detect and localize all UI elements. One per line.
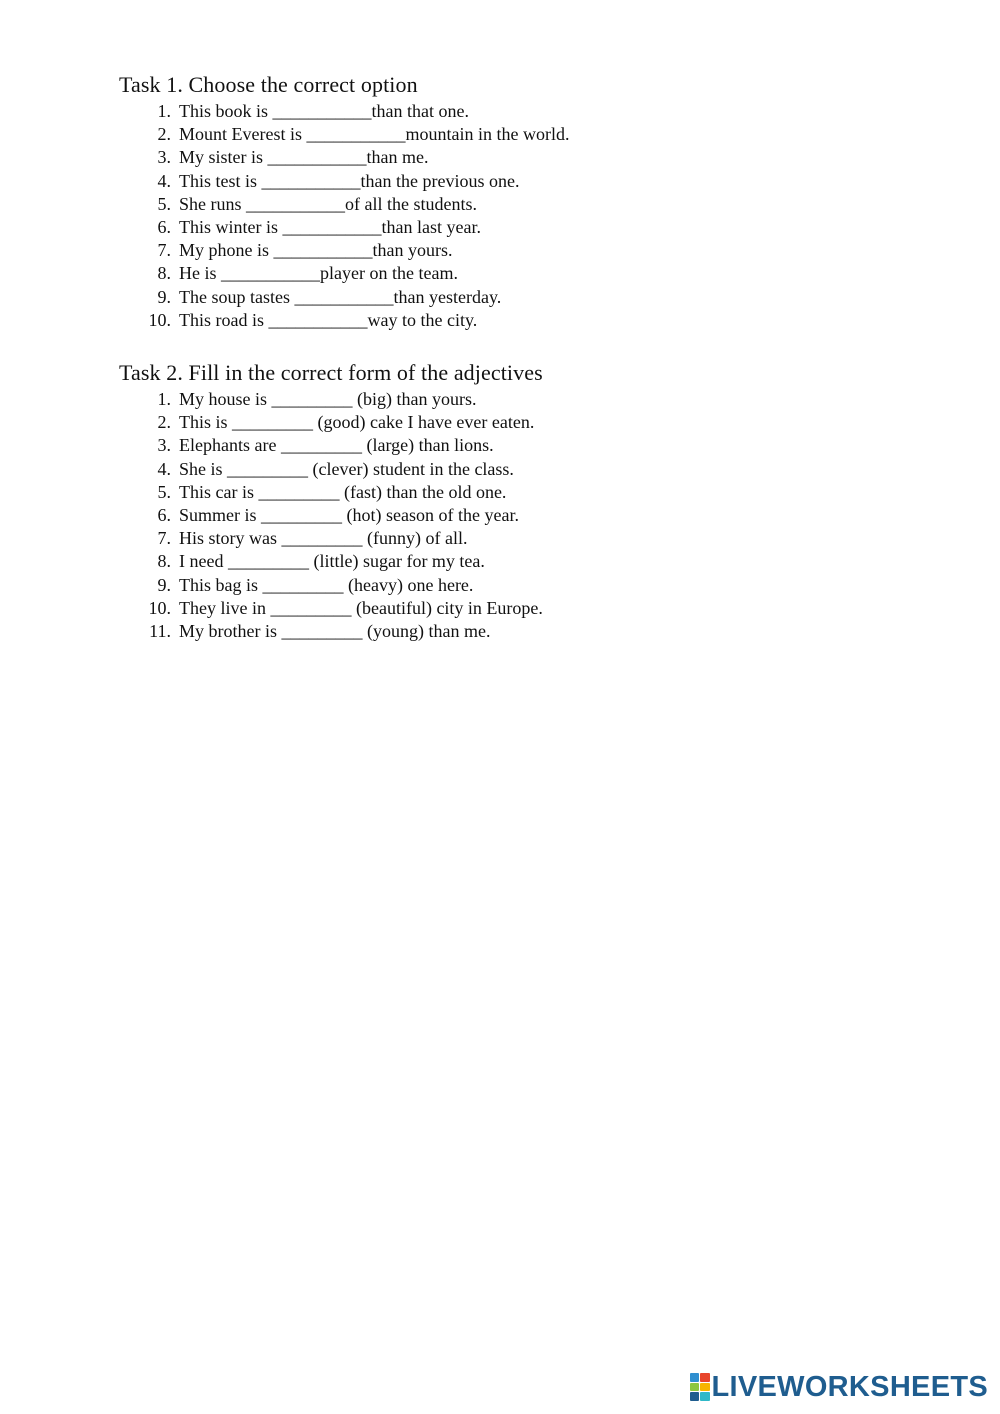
item-number: 10. [148,309,171,330]
item-number: 8. [157,551,171,572]
item-number: 8. [157,263,171,284]
item-text: This car is _________ (fast) than the old one. [179,481,507,502]
item-number: 3. [157,435,171,456]
item-number: 4. [157,170,171,191]
item-text: This book is ___________than that one. [179,101,469,121]
item-text: He is ___________player on the team. [179,263,458,284]
item-text: This bag is _________ (heavy) one here. [179,574,474,595]
logo-tile [700,1392,710,1401]
task-1-item [119,286,569,309]
logo-tile [690,1373,700,1382]
task-1-item [119,262,569,285]
item-number: 5. [157,481,171,502]
item-text: This winter is ___________than last year. [179,216,481,237]
logo-tile [690,1392,700,1401]
item-text: My phone is ___________than yours. [179,240,453,261]
task-1-title: Task 1. Choose the correct option [119,72,418,97]
item-number: 9. [157,286,171,307]
item-number: 6. [157,504,171,525]
item-number: 9. [157,574,171,595]
item-number: 5. [157,193,171,214]
task-1-item [119,170,569,193]
logo-tile [690,1383,700,1392]
item-text: Elephants are _________ (large) than lions. [179,435,494,456]
item-text: This road is ___________way to the city. [179,309,478,330]
task-2-item [119,550,543,573]
liveworksheets-logo [690,1370,989,1404]
item-number: 4. [157,458,171,479]
item-number: 10. [148,597,171,618]
item-number: 7. [157,240,171,261]
item-number: 11. [149,620,171,641]
task-2-item [119,388,543,411]
item-number: 1. [157,101,171,121]
item-text: She runs ___________of all the students. [179,193,477,214]
item-text: The soup tastes ___________than yesterday. [179,286,502,307]
item-text: Mount Everest is ___________mountain in the world. [179,124,570,145]
task-1-item [119,193,569,216]
task-1-item [119,100,569,123]
item-text: Summer is _________ (hot) season of the year. [179,504,519,525]
item-number: 2. [157,124,171,145]
logo-tile [700,1373,710,1382]
task-2-item [119,597,543,620]
item-text: My house is _________ (big) than yours. [179,389,477,409]
task-1-item [119,239,569,262]
item-number: 1. [157,389,171,409]
task-2-item [119,434,543,457]
task-2-title: Task 2. Fill in the correct form of the adjectives [119,360,543,385]
logo-text: LIVEWORKSHEETS [711,1371,988,1403]
item-text: My sister is ___________than me. [179,147,429,168]
task-1-item [119,309,569,332]
task-2-item [119,411,543,434]
item-text: This is _________ (good) cake I have ever eaten. [179,412,535,433]
task-1-list [119,100,569,332]
item-number: 3. [157,147,171,168]
task-2-item [119,504,543,527]
task-2-item [119,620,543,643]
logo-tile [700,1383,710,1392]
item-number: 6. [157,216,171,237]
item-number: 7. [157,528,171,549]
task-2-item [119,481,543,504]
item-text: His story was _________ (funny) of all. [179,528,468,549]
task-2 [119,358,543,643]
task-1-item [119,216,569,239]
task-2-item [119,574,543,597]
item-text: My brother is _________ (young) than me. [179,620,491,641]
task-1 [119,70,569,332]
task-1-item [119,146,569,169]
item-text: This test is ___________than the previous one. [179,170,520,191]
task-1-item [119,123,569,146]
task-2-item [119,458,543,481]
item-text: They live in _________ (beautiful) city in Europe. [179,597,543,618]
liveworksheets-logo-icon [690,1373,710,1401]
item-text: I need _________ (little) sugar for my tea. [179,551,485,572]
item-number: 2. [157,412,171,433]
task-2-list [119,388,543,643]
task-2-item [119,527,543,550]
item-text: She is _________ (clever) student in the class. [179,458,514,479]
